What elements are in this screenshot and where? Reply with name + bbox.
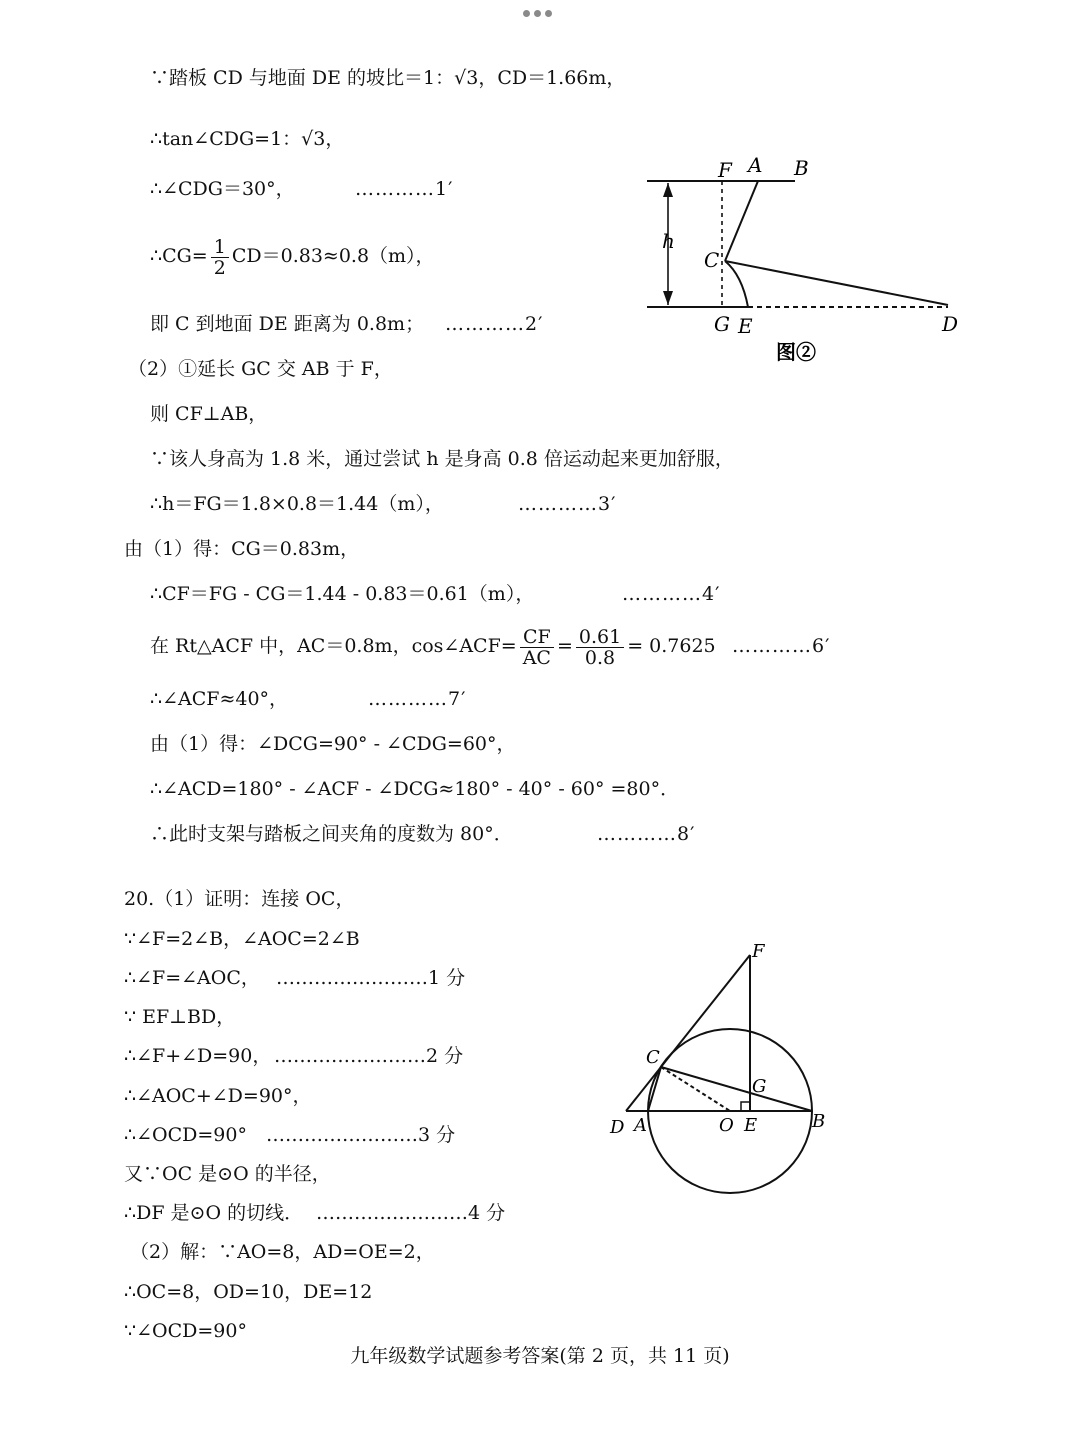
label-a: A bbox=[634, 1115, 647, 1136]
score-mark: ……………………4 分 bbox=[316, 1202, 506, 1224]
label-c: C bbox=[704, 248, 720, 272]
label-e: E bbox=[744, 1115, 758, 1136]
label-a: A bbox=[748, 153, 763, 177]
score-mark: …………7′ bbox=[368, 688, 467, 710]
text-line: 20.（1）证明：连接 OC， bbox=[124, 888, 355, 910]
fraction bbox=[520, 627, 554, 668]
fraction bbox=[211, 237, 229, 278]
text-line-with-fraction bbox=[150, 232, 435, 280]
text-line: ∵∠OCD=90° bbox=[124, 1320, 247, 1342]
text-line: ∴∠CDG＝30°， bbox=[150, 178, 295, 200]
label-f: F bbox=[752, 941, 765, 962]
fraction-numerator: CF bbox=[520, 627, 554, 648]
fraction bbox=[576, 627, 624, 668]
text-line: ∴∠ACF≈40°， bbox=[150, 688, 289, 710]
fraction-denominator: AC bbox=[522, 646, 551, 669]
text-segment: 在 Rt△ACF 中，AC＝0.8m，cos∠ACF= bbox=[150, 635, 517, 657]
score-mark: …………2′ bbox=[445, 313, 544, 335]
score-mark: …………4′ bbox=[622, 583, 721, 605]
arrow-head-down bbox=[663, 291, 673, 305]
label-g: G bbox=[714, 312, 730, 336]
text-line-with-fraction bbox=[150, 622, 716, 670]
score-mark: …………8′ bbox=[597, 823, 696, 845]
fraction-numerator: 1 bbox=[211, 237, 229, 258]
support-ac bbox=[725, 181, 758, 261]
text-segment: = 0.7625 bbox=[627, 635, 716, 657]
figure-caption: 图② bbox=[776, 340, 816, 364]
text-line: ∴tan∠CDG=1：√3， bbox=[150, 128, 345, 150]
text-line: ∴∠ACD=180° - ∠ACF - ∠DCG≈180° - 40° - 60° =80°． bbox=[150, 778, 680, 800]
text-line: 又∵OC 是⊙O 的半径， bbox=[124, 1163, 331, 1185]
fraction-denominator: 0.8 bbox=[584, 646, 616, 669]
fraction-numerator: 0.61 bbox=[576, 627, 624, 648]
score-mark: …………6′ bbox=[732, 635, 831, 657]
text-line: ∴此时支架与踏板之间夹角的度数为 80°． bbox=[150, 823, 513, 845]
label-h: h bbox=[662, 229, 675, 253]
line-co-dashed bbox=[661, 1067, 730, 1111]
text-line: 由（1）得：∠DCG=90° - ∠CDG=60°， bbox=[150, 733, 516, 755]
text-line: ∵ EF⊥BD， bbox=[124, 1006, 236, 1028]
text-segment: CD＝0.83≈0.8（m）， bbox=[231, 245, 435, 267]
score-mark: ……………………2 分 bbox=[274, 1045, 464, 1067]
label-b: B bbox=[794, 156, 809, 180]
text-line: （2）①延长 GC 交 AB 于 F， bbox=[128, 358, 393, 380]
fraction-denominator: 2 bbox=[213, 256, 226, 279]
label-d: D bbox=[610, 1117, 625, 1138]
label-d: D bbox=[942, 312, 959, 336]
score-mark: …………3′ bbox=[518, 493, 617, 515]
score-mark: ……………………3 分 bbox=[266, 1124, 456, 1146]
text-line: ∴∠F+∠D=90， bbox=[124, 1045, 272, 1067]
text-line: ∴∠OCD=90° bbox=[124, 1124, 247, 1146]
text-line: ∵踏板 CD 与地面 DE 的坡比＝1：√3，CD＝1.66m， bbox=[150, 67, 626, 89]
text-line: ∴∠AOC+∠D=90°， bbox=[124, 1085, 312, 1107]
text-line: ∵∠F=2∠B，∠AOC=2∠B bbox=[124, 928, 360, 950]
figure-2-pedal-diagram bbox=[630, 145, 970, 370]
text-line: ∴CF＝FG - CG＝1.44 - 0.83＝0.61（m）， bbox=[150, 583, 535, 605]
text-segment: ∴CG= bbox=[150, 245, 208, 267]
pedal-cd bbox=[725, 261, 948, 305]
arrow-head-up bbox=[663, 183, 673, 197]
more-options-dots[interactable] bbox=[523, 6, 559, 20]
text-line: ∴DF 是⊙O 的切线． bbox=[124, 1202, 304, 1224]
page-footer: 九年级数学试题参考答案(第 2 页，共 11 页) bbox=[350, 1345, 730, 1367]
label-g: G bbox=[752, 1076, 767, 1097]
line-cb bbox=[661, 1067, 812, 1111]
curve-ce bbox=[725, 261, 748, 307]
figure-circle-tangent-diagram bbox=[600, 935, 840, 1205]
text-segment: = bbox=[556, 635, 573, 657]
right-angle-mark bbox=[741, 1102, 750, 1111]
text-line: （2）解：∵AO=8，AD=OE=2， bbox=[130, 1241, 435, 1263]
text-line: ∴h＝FG＝1.8×0.8＝1.44（m）， bbox=[150, 493, 444, 515]
score-mark: ……………………1 分 bbox=[276, 967, 466, 989]
label-o: O bbox=[719, 1115, 734, 1136]
text-line: ∵该人身高为 1.8 米，通过尝试 h 是身高 0.8 倍运动起来更加舒服， bbox=[150, 448, 734, 470]
label-c: C bbox=[646, 1047, 660, 1068]
label-f: F bbox=[718, 158, 732, 182]
text-line: 即 C 到地面 DE 距离为 0.8m； bbox=[150, 313, 425, 335]
text-line: ∴OC=8，OD=10，DE=12 bbox=[124, 1281, 373, 1303]
text-line: 由（1）得：CG＝0.83m， bbox=[124, 538, 360, 560]
label-b: B bbox=[812, 1111, 826, 1132]
score-mark: …………1′ bbox=[355, 178, 454, 200]
text-line: 则 CF⊥AB， bbox=[150, 403, 268, 425]
label-e: E bbox=[738, 314, 753, 338]
text-line: ∴∠F=∠AOC， bbox=[124, 967, 260, 989]
